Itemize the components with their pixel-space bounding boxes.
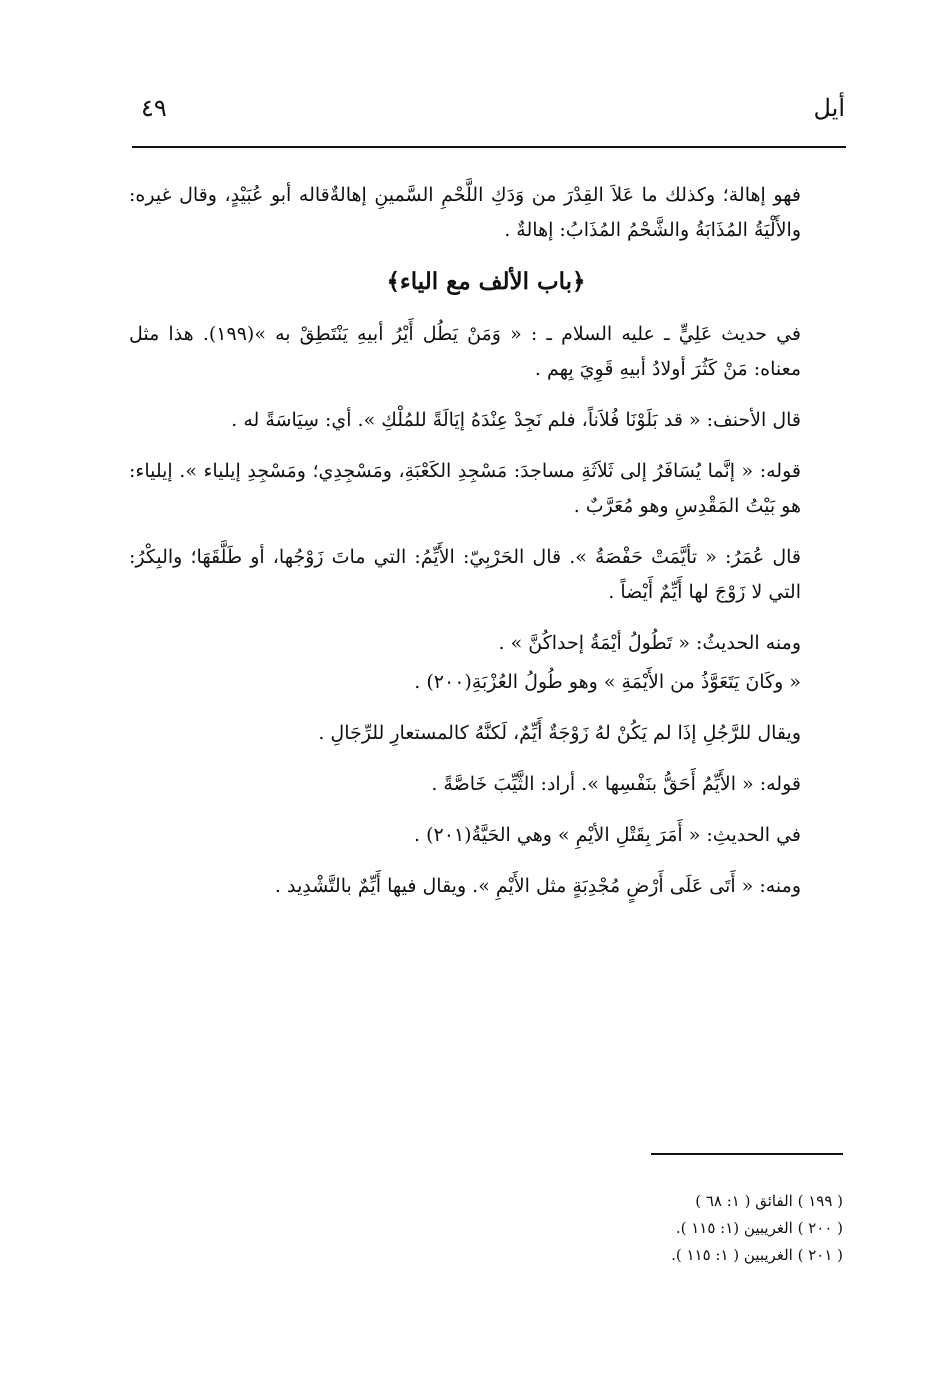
paragraph-thayyib: قوله: « الأَيِّمُ أَحَقُّ بنَفْسِها ». أراد: الثَّيِّبَ خَاصَّةً . — [431, 773, 801, 795]
footnote-200: ( ٢٠٠ ) الغريبين (١: ١١٥ ). — [675, 1219, 843, 1237]
page-number: ٤٩ — [141, 94, 167, 122]
paragraph-ahnaf: قال الأحنف: « قد بَلَوْنَا فُلاَناً، فلم نَجِدْ عِنْدَهُ إيَالَةً للمُلْكِ ». أي: سِيَاسَةً له . — [231, 409, 801, 431]
running-header — [135, 88, 845, 132]
footnote-199: ( ١٩٩ ) الفائق ( ١: ٦٨ ) — [695, 1192, 843, 1210]
section-heading: ﴿باب الألف مع الياء﴾ — [386, 268, 586, 295]
paragraph-hadith-ayma: ومنه الحديثُ: « تَطُولُ أيْمَةُ إحداكُنَّ » . — [498, 632, 801, 654]
header-rule — [132, 146, 846, 148]
paragraph-snake: في الحديثِ: « أَمَرَ بِقَتْلِ الأيْمِ » وهي الحَيَّةُ(٢٠١) . — [414, 824, 801, 846]
running-title: أيل — [813, 94, 845, 122]
footnote-201: ( ٢٠١ ) الغريبين ( ١: ١١٥ ). — [671, 1246, 843, 1264]
footnotes — [423, 1188, 843, 1269]
paragraph-three-mosques: قوله: « إنَّما يُسَافَرُ إلى ثَلاَثَةِ مساجدَ: مَسْجِدِ الكَعْبَةِ، ومَسْجِدِي؛ ومَسْجِدِ إيلياء ». إيلياء: هو بَيْتُ المَقْدِسِ وهو مُعَرَّبٌ . — [129, 460, 801, 517]
paragraph-umar: قال عُمَرُ: « تأيَّمَتْ حَفْصَةُ ». قال الحَرْبِيّ: الأَيِّمُ: التي ماتَ زَوْجُها، أو طَلَّقَهَا؛ والبِكْرُ: التي لا زَوْجَ لها أَيِّمٌ أَيْضاً . — [129, 546, 801, 603]
paragraph-taawwudh: « وكَانَ يَتَعَوَّذُ من الأَيْمَةِ » وهو طُولُ العُزْبَةِ(٢٠٠) . — [414, 671, 801, 693]
paragraph-barren-land: ومنه: « أَتَى عَلَى أَرْضٍ مُجْدِبَةٍ مثل الأَيْمِ ». ويقال فيها أَيِّمٌ بالتَّشْدِيد . — [274, 875, 801, 897]
body-text — [129, 178, 843, 920]
paragraph-ali-hadith: في حديث عَلِيٍّ ـ عليه السلام ـ : « وَمَنْ يَطُل أَيْرُ أبيهِ يَنْتَطِقْ به »(١٩٩). هذا مثل معناه: مَنْ كَثُرَ أولادُ أبيهِ قَوِيَ بِهم . — [129, 323, 801, 380]
footnote-rule — [651, 1153, 843, 1155]
paragraph-ihala: فهو إهالة؛ وكذلك ما عَلاَ القِدْرَ من وَدَكِ اللَّحْمِ السَّمينِ إهالةٌقاله أبو عُبَيْدٍ، وقال غيره: والأَلْيَةُ المُذَابَةُ والشَّحْمُ المُذَابُ: إهالةٌ . — [129, 184, 801, 241]
paragraph-man-ayyim: ويقال للرَّجُلِ إذَا لم يَكُنْ لهُ زَوْجَةٌ أَيِّمٌ، لَكنَّهُ كالمستعارِ للرِّجَالِ . — [318, 722, 801, 744]
